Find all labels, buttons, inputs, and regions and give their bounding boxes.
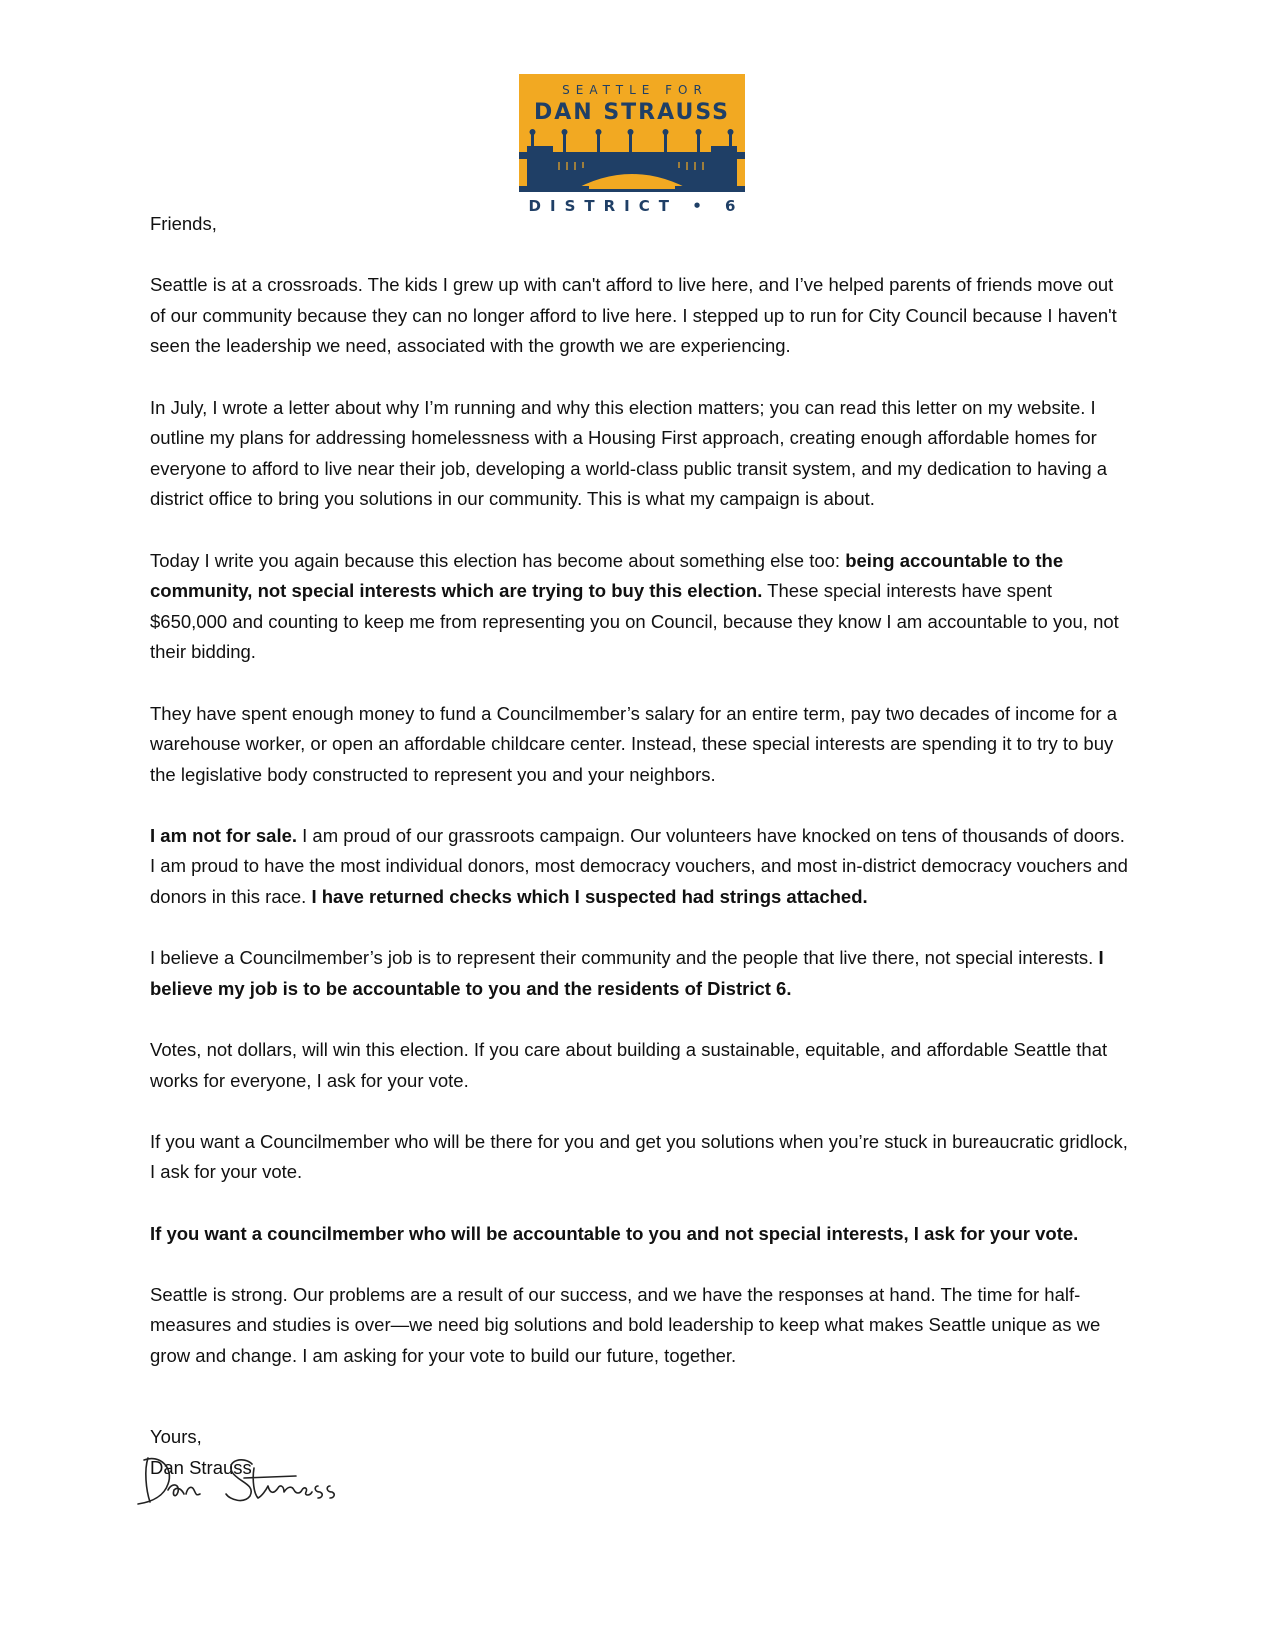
paragraph-not-for-sale (150, 821, 1130, 913)
paragraph-gridlock: If you want a Councilmember who will be there for you and get you solutions when you’re stuck in bureaucratic gridlock, I ask for your vote. (150, 1130, 1128, 1183)
logo-top-text: SEATTLE FOR (562, 83, 708, 97)
logo-name-text: DAN STRAUSS (533, 100, 731, 125)
p5-bold-1: I am not for sale. (150, 824, 298, 846)
salutation: Friends, (150, 213, 217, 234)
paragraph-votes-not-dollars: Votes, not dollars, will win this election. If you care about building a sustainable, equitable, and affordable Seattle that works for everyone, I ask for your vote. (150, 1039, 1108, 1091)
bridge-icon (519, 126, 745, 192)
signature-name: Dan Strauss (150, 1456, 252, 1478)
logo-badge (519, 74, 745, 192)
p3-bold: being accountable to the community, not special interests which are trying to buy this election. (150, 549, 1064, 602)
paragraph-accountable-vote (150, 1219, 1130, 1250)
p6-bold: I believe my job is to be accountable to you and the residents of District 6. (150, 947, 1104, 999)
paragraph-july-letter: In July, I wrote a letter about why I’m running and why this election matters; you can read this letter on my website. I outline my plans for addressing homelessness with a Housing First approach, creating enough affordable homes for everyone to afford to live near their job, developing a world-class public transit system, and my dedication to having a district office to bring you solutions in our community. This is what my campaign is about. (150, 396, 1108, 510)
p5-bold-2: I have returned checks which I suspected had strings attached. (311, 886, 868, 908)
p3-text-b: These special interests have spent $650,000 and counting to keep me from representing you on Council, because they know I am accountable to you, not their bidding. (150, 580, 1119, 663)
paragraph-spending: They have spent enough money to fund a Councilmember’s salary for an entire term, pay two decades of income for a warehouse worker, or open an affordable childcare center. Instead, these special interests are spending it to try to buy the legislative body constructed to represent you and your neighbors. (150, 702, 1117, 785)
paragraph-accountability (150, 546, 1130, 668)
p3-text-a: Today I write you again because this election has become about something else too: (150, 549, 846, 571)
p6-text: I believe a Councilmember’s job is to represent their community and the people that live there, not special interests. (150, 947, 1099, 969)
campaign-logo (519, 74, 745, 215)
logo-district-text: DISTRICT • 6 (528, 197, 745, 215)
paragraph-crossroads: Seattle is at a crossroads. The kids I grew up with can't afford to live here, and I’ve helped parents of friends move out of our community because they can no longer afford to live here. I stepped up to run for City Council because I haven't seen the leadership we need, associated with the growth we are experiencing. (150, 274, 1117, 357)
closing-text: Yours, (150, 1426, 202, 1447)
p9-bold: If you want a councilmember who will be accountable to you and not special interests, I ask for your vote. (150, 1222, 1079, 1244)
letter-body (150, 209, 1130, 1402)
paragraph-councilmember-job (150, 943, 1130, 1004)
handwritten-signature (134, 1450, 344, 1512)
p5-text: I am proud of our grassroots campaign. Our volunteers have knocked on tens of thousands of doors. I am proud to have the most individual donors, most democracy vouchers, and most in-district democracy vouchers and donors in this race. (150, 824, 1128, 908)
paragraph-seattle-strong: Seattle is strong. Our problems are a result of our success, and we have the responses at hand. The time for half-measures and studies is over—we need big solutions and bold leadership to keep what makes Seattle unique as we grow and change. I am asking for your vote to build our future, together. (150, 1283, 1101, 1366)
